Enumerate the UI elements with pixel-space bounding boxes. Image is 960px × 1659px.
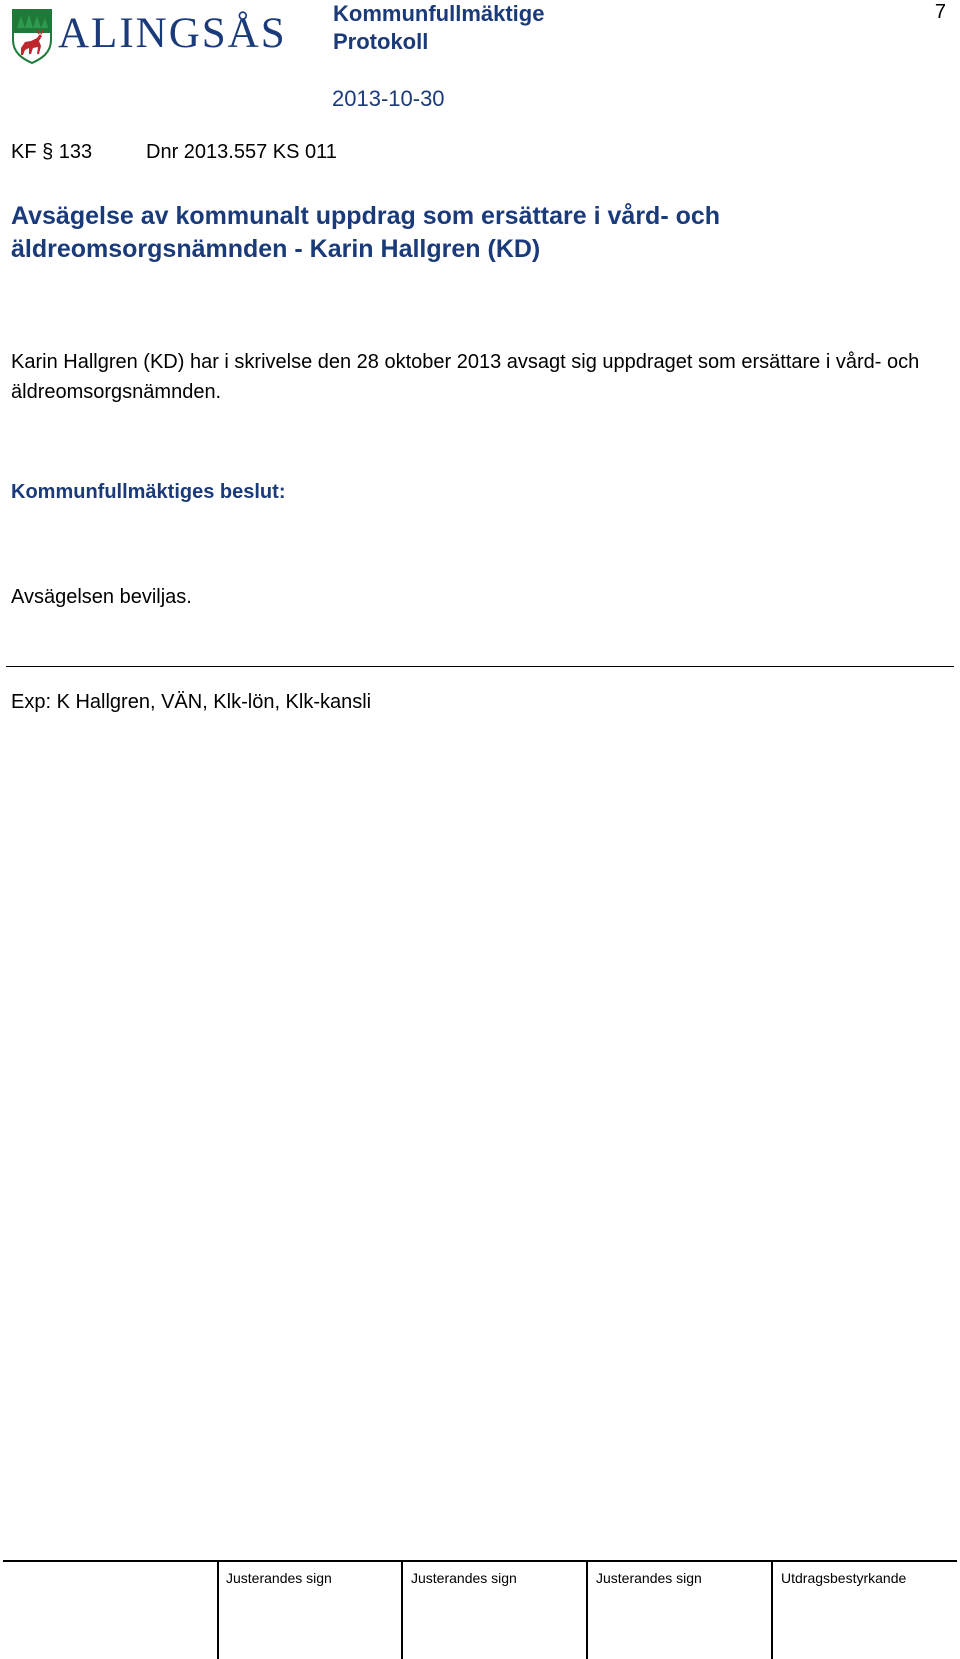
section-divider (6, 666, 954, 667)
footer-divider (771, 1561, 773, 1659)
page-number: 7 (934, 1, 946, 23)
signature-box-label: Justerandes sign (226, 1570, 332, 1586)
signature-box-label: Justerandes sign (411, 1570, 517, 1586)
signature-box-label: Justerandes sign (596, 1570, 702, 1586)
alingsas-crest-icon (11, 8, 53, 64)
footer-divider (586, 1561, 588, 1659)
certification-box-label: Utdragsbestyrkande (781, 1570, 907, 1586)
item-heading: Avsägelse av kommunalt uppdrag som ersättare i vård- och äldreomsorgsnämnden - Karin Hallgren (KD) (11, 202, 721, 263)
footer-divider (401, 1561, 403, 1659)
document-type: Protokoll (333, 29, 429, 54)
decision-text: Avsägelsen beviljas. (11, 586, 192, 608)
decision-heading: Kommunfullmäktiges beslut: (11, 481, 286, 503)
document-body-name: Kommunfullmäktige (333, 1, 545, 26)
footer-divider (217, 1561, 219, 1659)
meeting-date: 2013-10-30 (332, 86, 445, 111)
expedition-list: Exp: K Hallgren, VÄN, Klk-lön, Klk-kansli (11, 691, 372, 713)
paragraph-reference: KF § 133 (11, 141, 93, 163)
body-paragraph: Karin Hallgren (KD) har i skrivelse den 28 oktober 2013 avsagt sig uppdraget som ersättare i vård- och äldreomsorgsnämnden. (11, 351, 920, 403)
footer-top-rule (3, 1560, 957, 1562)
case-number: Dnr 2013.557 KS 011 (146, 141, 337, 163)
logo-wordmark: ALINGSÅS (58, 10, 287, 57)
